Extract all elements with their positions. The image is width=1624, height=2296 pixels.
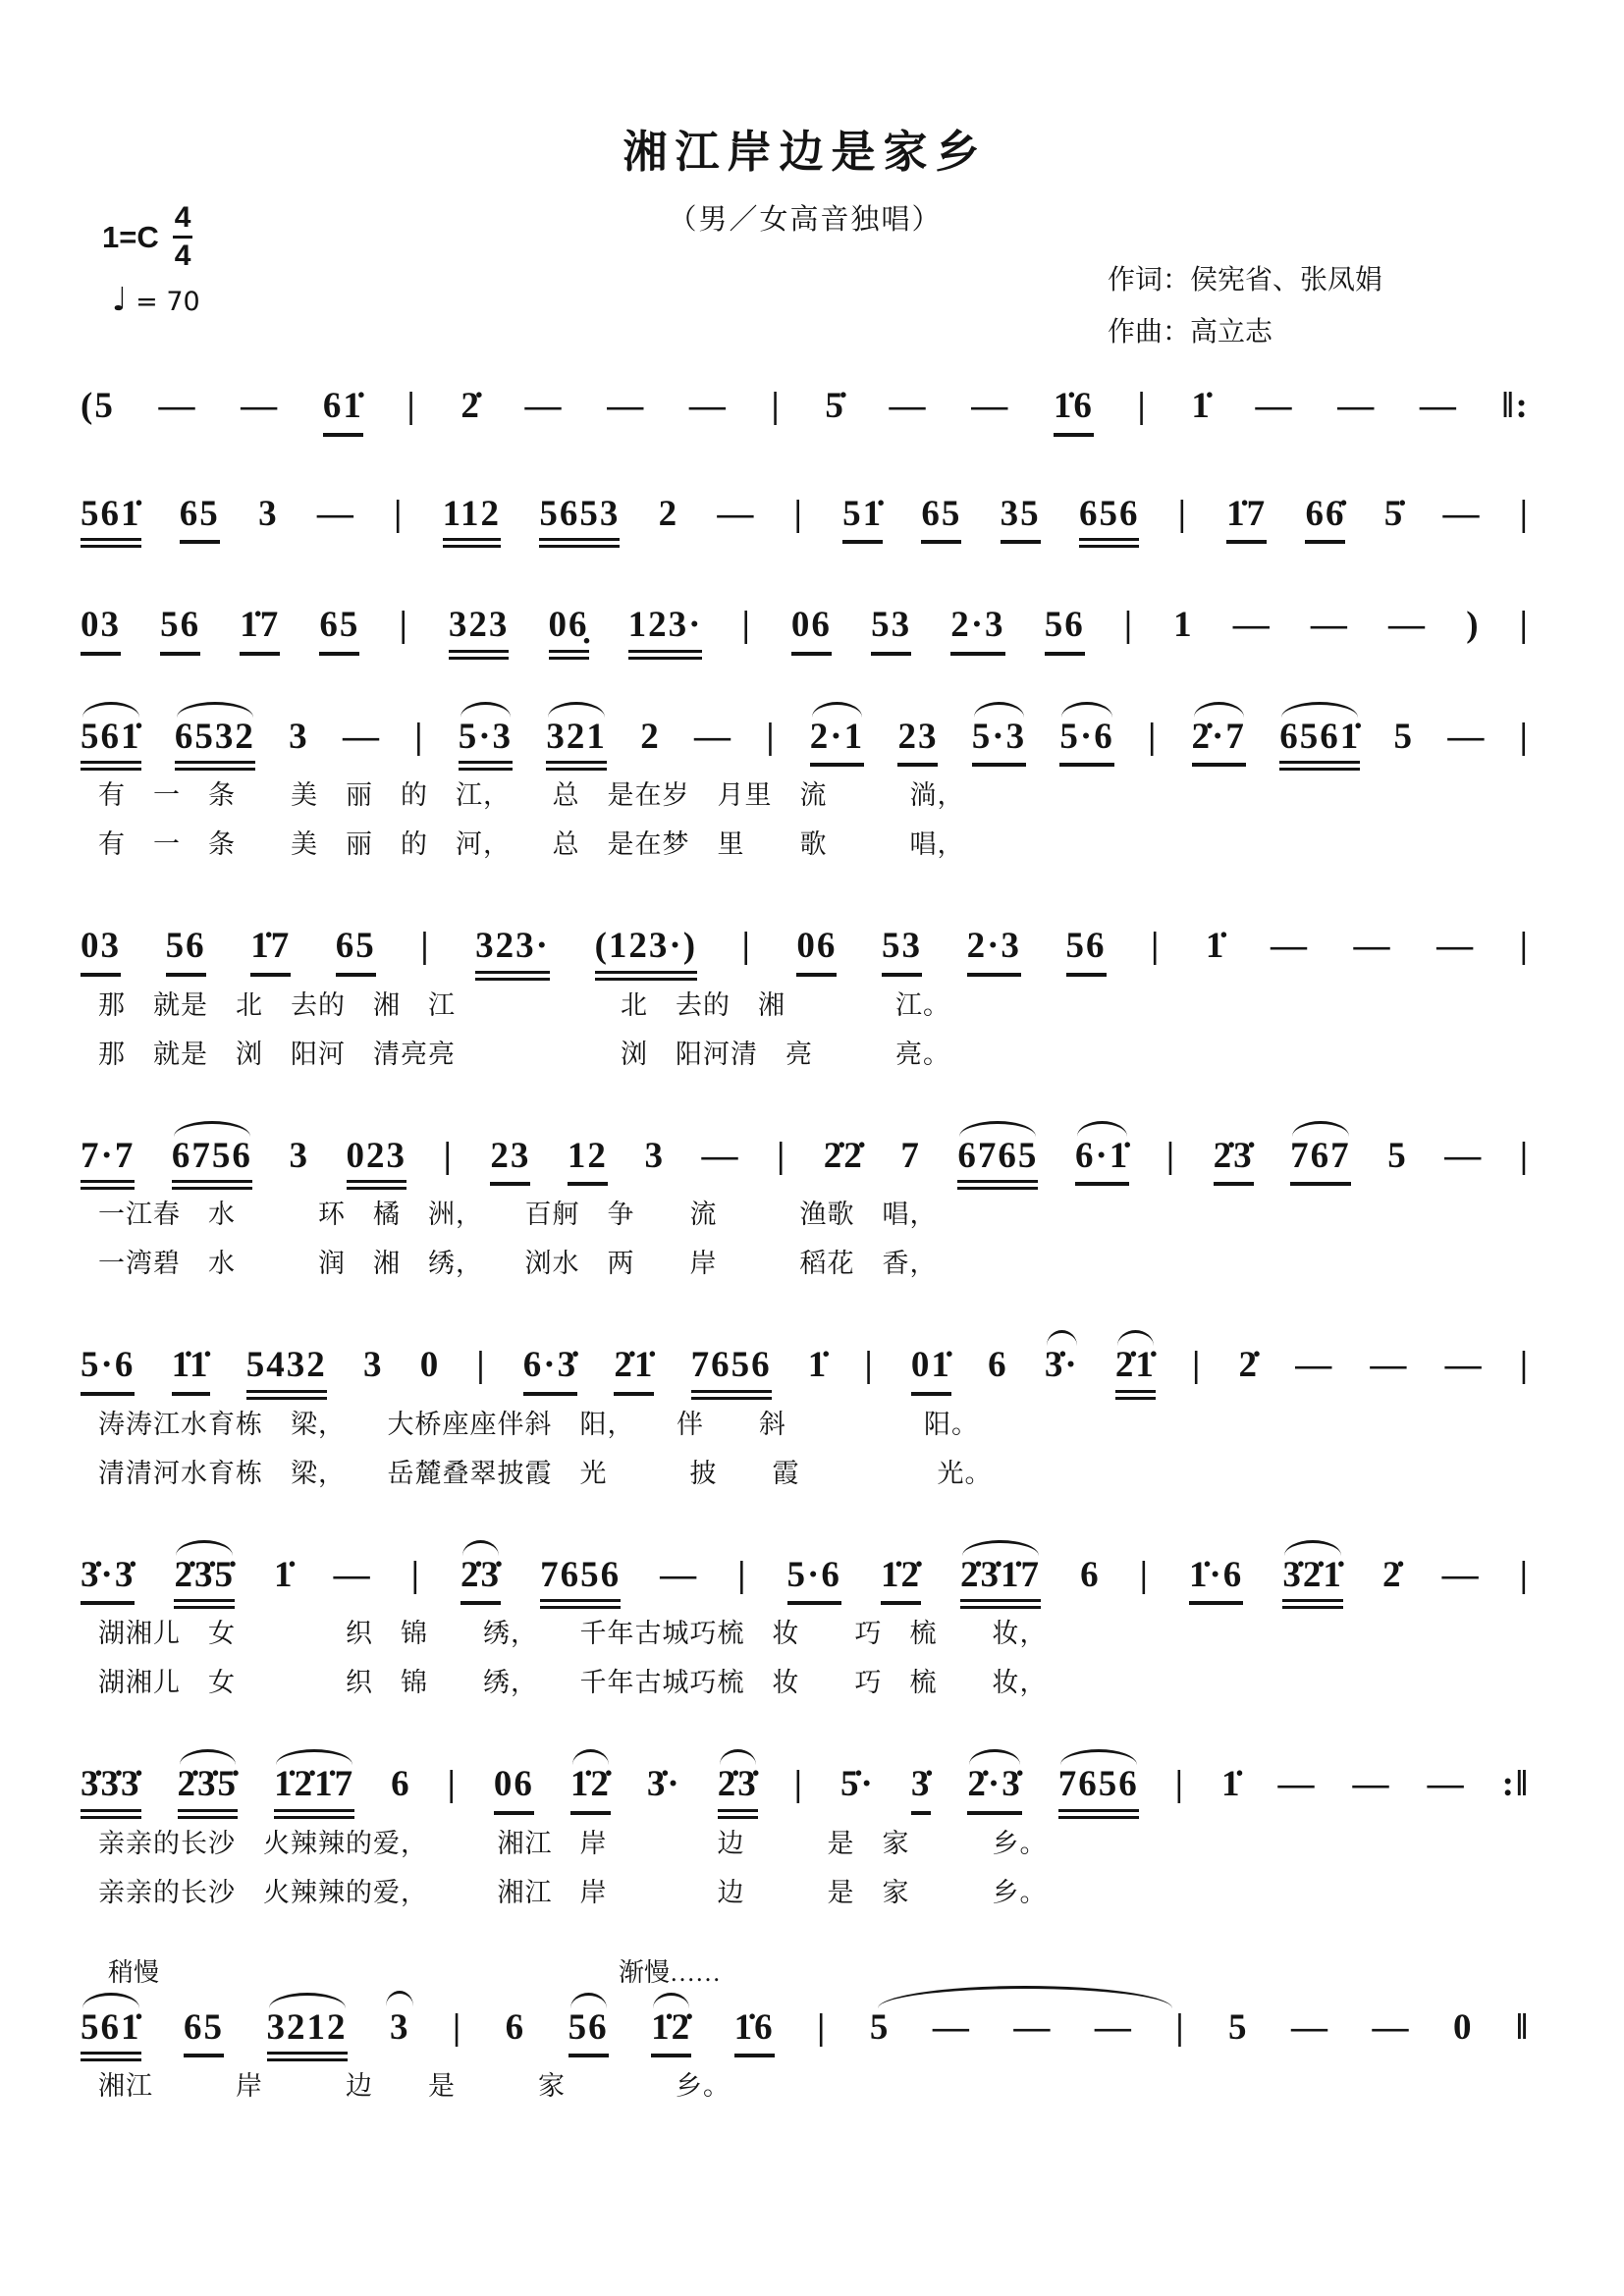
note-group: 561̇: [81, 717, 141, 772]
note-group: 2̇: [1238, 1345, 1259, 1386]
note-group: 7656: [540, 1555, 621, 1610]
note-group: 023: [347, 1136, 407, 1191]
note-group: 56: [1066, 926, 1107, 977]
note-group: 65: [184, 2007, 224, 2058]
note-group: 1̇2̇1̇7: [274, 1764, 354, 1819]
note-group: 5432: [246, 1345, 327, 1400]
music-system: [81, 364, 1530, 437]
note-group: 5·6: [787, 1555, 841, 1606]
note-group: 51̇: [842, 494, 883, 545]
note-group: (123·): [595, 926, 697, 981]
lyric-line: 那 就是 浏 阳河 清亮亮 浏 阳河清 亮 亮。: [98, 1039, 950, 1069]
note-group: 2̇3̇: [718, 1764, 758, 1819]
music-system: [81, 695, 1530, 870]
notation-line: [81, 904, 1530, 981]
lyric-line: 湖湘儿 女 织 锦 绣， 千年古城巧梳 妆 巧 梳 妆，: [98, 1619, 1048, 1649]
note-group: 6756: [172, 1136, 252, 1191]
tempo-mark: 稍慢: [108, 1957, 160, 1987]
music-system: [81, 583, 1530, 660]
note-group: 3̇3̇3̇: [81, 1764, 141, 1819]
notation-line: [81, 472, 1530, 549]
lyric-line: 那 就是 北 去的 湘 江 北 去的 湘 江。: [98, 989, 950, 1020]
note-group: 65: [180, 494, 220, 545]
voice-type: （男／女高音独唱）: [668, 204, 943, 236]
note-group: 1̇·6: [1189, 1555, 1243, 1606]
note-group: 2·3: [967, 926, 1021, 977]
note-group: —: [333, 1554, 372, 1595]
note-group: 5: [1393, 716, 1414, 757]
note-group: 06: [494, 1764, 534, 1815]
note-group: 03: [81, 926, 121, 977]
note-group: —: [1352, 1764, 1391, 1805]
note-group: 3̇: [911, 1764, 932, 1815]
time-signature-top: 4: [173, 203, 193, 239]
note-group: 2̇3̇5̇: [178, 1764, 239, 1819]
tempo-marks-row: [81, 1952, 1530, 1986]
note-group: 5: [1227, 2006, 1249, 2048]
note-group: —: [1370, 1345, 1409, 1386]
note-group: 23: [897, 717, 938, 768]
note-group: 561̇: [81, 2007, 141, 2062]
barline: |: [1151, 926, 1162, 967]
note-group: 2̇: [460, 386, 481, 426]
note-group: 2̇3̇1̇7: [960, 1555, 1041, 1610]
barline: |: [1123, 605, 1134, 646]
tempo-mark: 渐慢……: [619, 1957, 722, 1987]
time-signature: [173, 203, 193, 271]
key-signature-text: 1=C: [102, 219, 159, 254]
note-group: 3̇2̇1̇: [1282, 1555, 1343, 1610]
barline: |: [1139, 1554, 1150, 1595]
note-group: 65: [336, 926, 376, 977]
note-group: 1̇6: [1054, 386, 1094, 437]
note-group: 5·3: [972, 717, 1026, 768]
note-group: 323·: [475, 926, 550, 981]
repeat-end-sign: :‖: [1501, 1764, 1530, 1805]
note-group: 65: [319, 605, 359, 656]
note-group: 01̇: [911, 1345, 951, 1396]
barline: |: [771, 386, 782, 426]
note-group: 561̇: [81, 494, 141, 549]
note-group: 2̇: [1382, 1554, 1403, 1595]
note-group: 7656: [691, 1345, 772, 1400]
note-group: —: [1353, 926, 1392, 967]
quarter-note-icon: ♩: [112, 280, 128, 318]
note-group: —: [701, 1135, 740, 1176]
note-group: 1̇2̇: [570, 1764, 611, 1815]
note-group: —: [1419, 386, 1458, 426]
note-group: —: [1444, 1345, 1484, 1386]
music-system: [81, 904, 1530, 1079]
note-group: 7656: [1058, 1764, 1139, 1819]
note-group: (5: [81, 386, 115, 426]
tempo-marking: [112, 280, 200, 318]
note-group: 61̇: [323, 386, 363, 437]
tempo-bpm: = 70: [135, 287, 200, 317]
note-group: 3212: [267, 2007, 348, 2062]
note-group: —: [1295, 1345, 1334, 1386]
note-group: 56: [166, 926, 206, 977]
note-group: 2·1: [810, 717, 864, 768]
note-group: 2̇3̇5̇: [174, 1555, 235, 1610]
note-group: 112: [443, 494, 501, 549]
note-group: —: [660, 1554, 699, 1595]
lyric-line: 有 一 条 美 丽 的 河， 总 是在梦 里 歌 唱，: [98, 829, 965, 860]
note-group: 1̇: [1191, 386, 1212, 426]
time-signature-bottom: 4: [174, 240, 191, 272]
barline: |: [1519, 605, 1530, 646]
notation-line: [81, 1742, 1530, 1819]
notation-line: [81, 695, 1530, 772]
barline: |: [777, 1135, 787, 1176]
note-group: 3: [258, 493, 279, 534]
note-group: —: [1232, 605, 1272, 646]
note-group: 6765: [957, 1136, 1038, 1191]
note-group: —: [1372, 2006, 1411, 2048]
notation-line: [81, 1323, 1530, 1400]
note-group: 1̇6: [734, 2007, 775, 2058]
note-group: —: [717, 493, 756, 534]
note-group: 2: [640, 716, 661, 757]
note-group: 6532: [175, 717, 255, 772]
note-group: 65: [921, 494, 961, 545]
note-group: 1̇2̇: [881, 1555, 921, 1606]
note-group: 5̇·: [839, 1764, 875, 1805]
barline: |: [864, 1345, 875, 1386]
note-group: —: [1444, 1135, 1484, 1176]
barline: |: [1519, 926, 1530, 967]
lyric-line: 湖湘儿 女 织 锦 绣， 千年古城巧梳 妆 巧 梳 妆，: [98, 1668, 1048, 1698]
note-group: 3: [289, 716, 309, 757]
note-group: 3̇·3̇: [81, 1555, 135, 1606]
note-group: 3: [644, 1135, 665, 1176]
note-group: 56: [1045, 605, 1085, 656]
note-group: 35: [1001, 494, 1041, 545]
barline: |: [737, 1554, 748, 1595]
note-group: 2̇·7: [1192, 717, 1246, 768]
note-group: 2̇3̇: [1214, 1136, 1254, 1187]
note-group: —: [889, 386, 928, 426]
note-group: 2̇·3̇: [967, 1764, 1021, 1815]
note-group: 06: [791, 605, 832, 656]
note-group: —: [607, 386, 646, 426]
note-group: 3̇·: [646, 1764, 681, 1805]
note-group: 3: [289, 1135, 309, 1176]
note-group: 2̇3̇: [460, 1555, 501, 1606]
note-group: —: [1277, 1764, 1317, 1805]
note-group: 23: [490, 1136, 530, 1187]
note-group: —: [1427, 1764, 1466, 1805]
barline: |: [1175, 2006, 1186, 2048]
note-group: 2̇1̇: [1115, 1345, 1156, 1400]
note-group: 1̇: [1205, 926, 1226, 967]
note-group: 7: [900, 1135, 921, 1176]
subtitle-row: [81, 197, 1530, 272]
note-group: —: [1310, 605, 1349, 646]
song-title: 湘江岸边是家乡: [623, 127, 988, 177]
note-group: 0: [419, 1345, 441, 1386]
lyric-line: 一湾碧 水 润 湘 绣， 浏水 两 岸 稻花 香，: [98, 1249, 938, 1279]
note-group: —: [241, 386, 280, 426]
note-group: 6: [988, 1345, 1008, 1386]
note-group: 2·3: [950, 605, 1004, 656]
barline: |: [766, 716, 777, 757]
barline: |: [1192, 1345, 1203, 1386]
lyric-line: 湘江 岸 边 是 家 乡。: [98, 2071, 731, 2102]
notation-line: [81, 583, 1530, 660]
barline: |: [414, 716, 425, 757]
barline: |: [1519, 1554, 1530, 1595]
barline: |: [399, 605, 409, 646]
notation-line: [81, 364, 1530, 437]
note-group: 6·3̇: [523, 1345, 577, 1396]
note-group: —: [316, 493, 355, 534]
barline: |: [406, 386, 417, 426]
barline: |: [394, 493, 405, 534]
note-group: —: [342, 716, 381, 757]
note-group: 53: [871, 605, 911, 656]
note-group: 06: [796, 926, 837, 977]
note-group: 123·: [628, 605, 703, 660]
credits: [1108, 254, 1382, 358]
lyric-line: 亲亲的长沙 火辣辣的爱， 湘江 岸 边 是 家 乡。: [98, 1828, 1048, 1858]
barline: |: [453, 2006, 463, 2048]
note-group: 1̇: [274, 1554, 295, 1595]
composer-credit: 作曲：高立志: [1107, 317, 1272, 348]
lyric-line: 涛涛江水育栋 梁， 大桥座座伴斜 阳， 伴 斜 阳。: [98, 1409, 979, 1439]
note-group: 53: [882, 926, 922, 977]
note-group: 03: [81, 605, 121, 656]
note-group: 5·6: [1059, 717, 1113, 768]
lyricist-credit: 作词：侯宪省、张凤娟: [1107, 265, 1382, 295]
note-group: 6·1̇: [1075, 1136, 1129, 1187]
note-group: 2̇1̇: [614, 1345, 654, 1396]
note-group: 6: [391, 1764, 411, 1805]
note-group: 321: [546, 717, 607, 772]
note-group: 1̇1̇: [172, 1345, 210, 1396]
note-group: —: [1094, 2006, 1133, 2048]
lyric-line: 亲亲的长沙 火辣辣的爱， 湘江 岸 边 是 家 乡。: [98, 1877, 1048, 1907]
note-group: —: [932, 2006, 971, 2048]
note-group: 1̇2̇: [651, 2007, 691, 2058]
note-group: 3: [390, 2006, 410, 2048]
music-system: [81, 1533, 1530, 1708]
note-group: —: [158, 386, 197, 426]
note-group: 56: [160, 605, 200, 656]
note-group: 5·6: [81, 1345, 135, 1396]
note-group: 5·3: [459, 717, 513, 772]
note-group: 323: [449, 605, 510, 660]
note-group: —: [688, 386, 728, 426]
note-group: 0: [1452, 2006, 1474, 2048]
lyric-line: 清清河水育栋 梁， 岳麓叠翠披霞 光 披 霞 光。: [98, 1458, 993, 1488]
music-system: [81, 472, 1530, 549]
barline: |: [410, 1554, 421, 1595]
note-group: 656: [1079, 494, 1140, 549]
note-group: 1̇7: [250, 926, 291, 977]
barline: |: [741, 926, 752, 967]
barline: |: [476, 1345, 487, 1386]
lyric-line: 一江春 水 环 橘 洲， 百舸 争 流 渔歌 唱，: [98, 1200, 938, 1230]
barline: |: [1519, 1345, 1530, 1386]
barline: |: [1519, 716, 1530, 757]
barline: |: [1148, 716, 1159, 757]
barline: |: [793, 1764, 804, 1805]
note-group: 2: [658, 493, 679, 534]
note-group: 56: [568, 2007, 609, 2058]
music-system: [81, 1952, 1530, 2111]
note-group: 5̇: [825, 386, 845, 426]
lyric-line: 有 一 条 美 丽 的 江， 总 是在岁 月里 流 淌，: [98, 780, 965, 811]
barline: |: [1174, 1764, 1185, 1805]
music-system: [81, 1114, 1530, 1289]
barline: |: [1177, 493, 1188, 534]
note-group: —: [1270, 926, 1309, 967]
barline: |: [1519, 1135, 1530, 1176]
notation-line: [81, 1533, 1530, 1610]
note-group: —: [971, 386, 1010, 426]
note-group: 3: [362, 1345, 384, 1386]
barline: |: [1165, 1135, 1177, 1176]
barline: |: [447, 1764, 458, 1805]
note-group: 12: [568, 1136, 608, 1187]
barline: |: [420, 926, 431, 967]
note-group: 6: [505, 2006, 526, 2048]
note-group: —: [1255, 386, 1294, 426]
note-group: 2̇2̇: [823, 1135, 864, 1176]
note-group: —: [524, 386, 564, 426]
note-group: 767: [1290, 1136, 1351, 1187]
note-group: 1̇7: [1226, 494, 1267, 545]
note-group: —: [1442, 493, 1482, 534]
note-group: —: [1337, 386, 1377, 426]
note-group: 7·7: [81, 1136, 135, 1191]
note-group: —: [1013, 2006, 1053, 2048]
notation-line: [81, 1114, 1530, 1191]
note-group: 6561̇: [1279, 717, 1360, 772]
repeat-start-sign: ‖:: [1501, 386, 1530, 426]
note-group: —: [1290, 2006, 1329, 2048]
note-group: —: [1436, 926, 1476, 967]
notation-line: [81, 1986, 1530, 2062]
score: [81, 364, 1530, 2110]
music-system: [81, 1323, 1530, 1498]
barline: |: [741, 605, 752, 646]
barline: |: [1519, 493, 1530, 534]
key-signature: [102, 203, 192, 271]
note-group: 1̇: [1220, 1764, 1242, 1805]
music-system: [81, 1742, 1530, 1917]
note-group: 5653: [539, 494, 620, 549]
meta-row: [81, 254, 1530, 364]
note-group: 66̇: [1305, 494, 1345, 545]
note-group: 1̇: [807, 1345, 829, 1386]
barline: |: [443, 1135, 454, 1176]
note-group: —: [1447, 716, 1487, 757]
barline: |: [1137, 386, 1148, 426]
note-group: —: [694, 716, 732, 757]
note-group: ): [1466, 605, 1481, 646]
note-group: 5: [1387, 1135, 1408, 1176]
note-group: 3̇·: [1044, 1345, 1079, 1386]
final-barline: ‖: [1515, 2006, 1530, 2048]
note-group: 5̇: [1383, 493, 1405, 534]
note-group: 5: [869, 2006, 891, 2048]
note-group: 6: [1080, 1554, 1101, 1595]
barline: |: [817, 2006, 828, 2048]
barline: |: [793, 493, 804, 534]
note-group: —: [1441, 1554, 1481, 1595]
note-group: —: [1388, 605, 1428, 646]
note-group: 1̇7: [240, 605, 280, 656]
note-group: 1: [1173, 605, 1194, 646]
note-group: 06̣: [549, 605, 589, 660]
